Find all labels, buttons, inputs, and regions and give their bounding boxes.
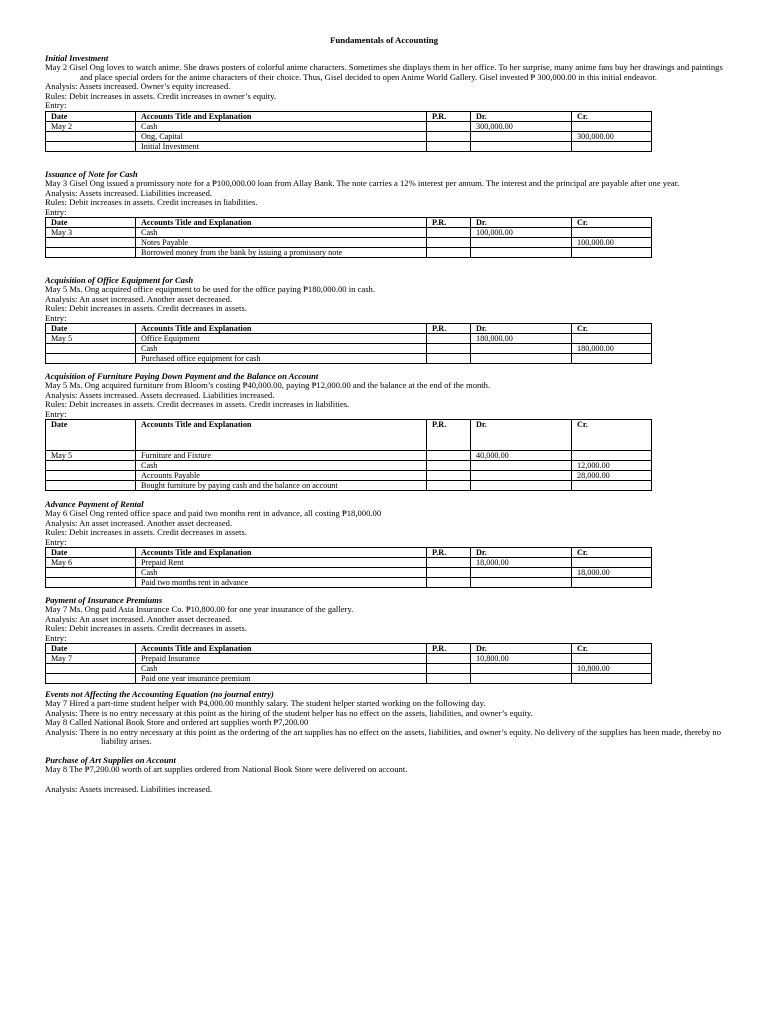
entry-label: Entry:	[45, 206, 67, 217]
table-row	[46, 121, 652, 131]
column-header: Accounts Title and Explanation	[136, 420, 427, 451]
cell-dr	[471, 238, 572, 248]
event-line: May 3 Gisel Ong issued a promissory note for a ₱100,000.00 loan from Allay Bank. The note carries a 12% interest per annum. The interest and the principal are payable after one year.	[45, 178, 680, 189]
column-header: P.R.	[427, 548, 471, 558]
cell-cr: 12,000.00	[572, 461, 652, 471]
table-row	[46, 354, 652, 364]
column-header: P.R.	[427, 324, 471, 334]
table-row	[46, 471, 652, 481]
column-header: P.R.	[427, 218, 471, 228]
cell-pr	[427, 481, 471, 491]
table-row	[46, 228, 652, 238]
analysis-line: Analysis: There is no entry necessary at this point as the ordering of the art supplies has no effect on the assets, liabilities, and owner’s equity. No delivery of the supplies has been made, thereby no liability arises.	[45, 726, 722, 747]
rules-line: Rules: Debit increases in assets. Credit decreases in assets.	[45, 527, 247, 538]
section-heading: Issuance of Note for Cash	[45, 169, 138, 179]
rules-line: Rules: Debit increases in assets. Credit increases in owner’s equity.	[45, 90, 277, 101]
events-not-affecting-section	[45, 690, 725, 747]
cell-dr: 10,800.00	[471, 654, 572, 664]
event-line: May 5 Ms. Ong acquired furniture from Bloom’s costing ₱40,000.00, paying ₱12,000.00 and the balance at the end of the month.	[45, 380, 491, 391]
table-header-row	[46, 218, 652, 228]
column-header: P.R.	[427, 644, 471, 654]
cell-date	[46, 674, 136, 684]
cell-pr	[427, 344, 471, 354]
column-header: Date	[46, 420, 136, 451]
event-line: May 7 Ms. Ong paid Asia Insurance Co. ₱10,800.00 for one year insurance of the gallery.	[45, 604, 354, 615]
column-header: Cr.	[572, 111, 652, 121]
cell-account: Cash	[136, 461, 427, 471]
cell-account: Initial Investment	[136, 141, 427, 151]
cell-pr	[427, 461, 471, 471]
cell-date	[46, 664, 136, 674]
cell-date	[46, 354, 136, 364]
cell-account: Office Equipment	[136, 334, 427, 344]
cell-cr	[572, 674, 652, 684]
cell-date: May 3	[46, 228, 136, 238]
column-header: Cr.	[572, 324, 652, 334]
table-row	[46, 558, 652, 568]
table-row	[46, 248, 652, 258]
cell-account: Prepaid Insurance	[136, 654, 427, 664]
cell-date: May 2	[46, 121, 136, 131]
column-header: Accounts Title and Explanation	[136, 324, 427, 334]
cell-dr	[471, 568, 572, 578]
cell-account: Cash	[136, 121, 427, 131]
cell-pr	[427, 334, 471, 344]
cell-pr	[427, 471, 471, 481]
entry-label: Entry:	[45, 100, 67, 111]
cell-cr	[572, 558, 652, 568]
cell-cr	[572, 451, 652, 461]
cell-account: Paid two months rent in advance	[136, 578, 427, 588]
cell-date	[46, 248, 136, 258]
cell-date: May 5	[46, 334, 136, 344]
cell-dr	[471, 481, 572, 491]
column-header: Date	[46, 324, 136, 334]
cell-dr: 40,000.00	[471, 451, 572, 461]
cell-date: May 5	[46, 451, 136, 461]
cell-pr	[427, 654, 471, 664]
table-header-row	[46, 548, 652, 558]
cell-pr	[427, 238, 471, 248]
cell-date	[46, 471, 136, 481]
column-header: Accounts Title and Explanation	[136, 644, 427, 654]
analysis-line: Analysis: Assets increased. Liabilities increased.	[45, 783, 213, 794]
column-header: Dr.	[471, 548, 572, 558]
column-header: P.R.	[427, 111, 471, 121]
cell-date: May 7	[46, 654, 136, 664]
journal-section	[45, 500, 725, 588]
cell-cr	[572, 354, 652, 364]
column-header: Cr.	[572, 420, 652, 451]
cell-cr	[572, 141, 652, 151]
cell-date	[46, 481, 136, 491]
cell-date	[46, 461, 136, 471]
rules-line: Rules: Debit increases in assets. Credit increases in liabilities.	[45, 197, 258, 208]
cell-dr	[471, 471, 572, 481]
entry-label: Entry:	[45, 408, 67, 419]
column-header: Accounts Title and Explanation	[136, 111, 427, 121]
cell-dr	[471, 344, 572, 354]
journal-entry-table	[45, 111, 652, 152]
column-header: Date	[46, 548, 136, 558]
cell-cr: 100,000.00	[572, 238, 652, 248]
column-header: Date	[46, 111, 136, 121]
cell-pr	[427, 354, 471, 364]
table-header-row	[46, 420, 652, 451]
cell-pr	[427, 121, 471, 131]
event-line: May 6 Gisel Ong rented office space and paid two months rent in advance, all costing ₱18,000.00	[45, 508, 382, 519]
cell-date	[46, 131, 136, 141]
cell-dr	[471, 248, 572, 258]
cell-pr	[427, 558, 471, 568]
document-title: Fundamentals of Accounting	[329, 35, 439, 45]
rules-line: Rules: Debit increases in assets. Credit decreases in assets.	[45, 303, 247, 314]
table-row	[46, 131, 652, 141]
column-header: P.R.	[427, 420, 471, 451]
cell-account: Cash	[136, 228, 427, 238]
cell-pr	[427, 578, 471, 588]
cell-account: Accounts Payable	[136, 471, 427, 481]
cell-cr: 180,000.00	[572, 344, 652, 354]
cell-account: Cash	[136, 568, 427, 578]
section-heading: Initial Investment	[45, 53, 109, 63]
journal-entry-table	[45, 323, 652, 364]
column-header: Accounts Title and Explanation	[136, 218, 427, 228]
analysis-line: Analysis: Assets increased. Assets decreased. Liabilities increased.	[45, 389, 275, 400]
cell-dr	[471, 664, 572, 674]
cell-pr	[427, 664, 471, 674]
column-header: Dr.	[471, 324, 572, 334]
cell-dr	[471, 141, 572, 151]
column-header: Dr.	[471, 644, 572, 654]
analysis-line: Analysis: An asset increased. Another asset decreased.	[45, 613, 233, 624]
column-header: Dr.	[471, 111, 572, 121]
section-heading: Events not Affecting the Accounting Equation (no journal entry)	[45, 689, 274, 699]
cell-date	[46, 568, 136, 578]
journal-section	[45, 596, 725, 684]
table-row	[46, 481, 652, 491]
cell-dr: 18,000.00	[471, 558, 572, 568]
cell-account: Purchased office equipment for cash	[136, 354, 427, 364]
analysis-line: Analysis: Assets increased. Owner’s equity increased.	[45, 81, 231, 92]
column-header: Date	[46, 218, 136, 228]
analysis-line: Analysis: An asset increased. Another asset decreased.	[45, 293, 233, 304]
cell-cr: 10,800.00	[572, 664, 652, 674]
cell-pr	[427, 228, 471, 238]
column-header: Cr.	[572, 644, 652, 654]
cell-cr	[572, 481, 652, 491]
cell-account: Cash	[136, 344, 427, 354]
table-row	[46, 674, 652, 684]
journal-entry-table	[45, 547, 652, 588]
section-heading: Purchase of Art Supplies on Account	[45, 755, 176, 765]
journal-section	[45, 372, 725, 491]
rules-line: Rules: Debit increases in assets. Credit decreases in assets. Credit increases in liabilities.	[45, 399, 350, 410]
cell-dr	[471, 461, 572, 471]
event-line: May 2 Gisel Ong loves to watch anime. She draws posters of colorful anime characters. Sometimes she displays them in her office. To her surprise, many anime fans buy her drawings and paintings and place special orders for the anime characters of their choice. Thus, Gisel decided to open Anime World Gallery. Gisel invested ₱ 300,000.00 in this initial endeavor.	[45, 62, 723, 82]
cell-dr	[471, 354, 572, 364]
column-header: Accounts Title and Explanation	[136, 548, 427, 558]
table-row	[46, 654, 652, 664]
table-row	[46, 664, 652, 674]
cell-pr	[427, 568, 471, 578]
table-header-row	[46, 644, 652, 654]
event-line: May 8 Called National Book Store and ordered art supplies worth ₱7,200.00	[45, 717, 309, 728]
cell-dr: 180,000.00	[471, 334, 572, 344]
journal-entry-table	[45, 217, 652, 258]
table-row	[46, 451, 652, 461]
table-row	[46, 461, 652, 471]
cell-dr: 300,000.00	[471, 121, 572, 131]
table-row	[46, 334, 652, 344]
cell-account: Notes Payable	[136, 238, 427, 248]
journal-section	[45, 276, 725, 364]
journal-section	[45, 54, 725, 152]
column-header: Cr.	[572, 548, 652, 558]
cell-cr	[572, 334, 652, 344]
journal-entry-table	[45, 419, 652, 491]
table-row	[46, 141, 652, 151]
table-row	[46, 578, 652, 588]
journal-entry-table	[45, 643, 652, 684]
entry-label: Entry:	[45, 632, 67, 643]
table-header-row	[46, 324, 652, 334]
column-header: Cr.	[572, 218, 652, 228]
entry-label: Entry:	[45, 536, 67, 547]
cell-dr	[471, 674, 572, 684]
event-line: May 8 The ₱7,200.00 worth of art supplies ordered from National Book Store were delivered on account.	[45, 764, 408, 775]
cell-pr	[427, 141, 471, 151]
cell-pr	[427, 451, 471, 461]
section-heading: Acquisition of Office Equipment for Cash	[45, 275, 194, 285]
cell-cr: 18,000.00	[572, 568, 652, 578]
analysis-line: Analysis: There is no entry necessary at this point as the hiring of the student helper has no effect on the assets, liabilities, and owner’s equity.	[45, 707, 533, 718]
cell-dr	[471, 578, 572, 588]
cell-date	[46, 141, 136, 151]
cell-account: Borrowed money from the bank by issuing a promissory note	[136, 248, 427, 258]
cell-date: May 6	[46, 558, 136, 568]
event-line: May 7 Hired a part-time student helper with ₱4,000.00 monthly salary. The student helper started working on the following day.	[45, 698, 486, 709]
section-heading: Payment of Insurance Premiums	[45, 595, 163, 605]
column-header: Dr.	[471, 420, 572, 451]
table-header-row	[46, 111, 652, 121]
cell-cr	[572, 248, 652, 258]
cell-dr	[471, 131, 572, 141]
table-row	[46, 568, 652, 578]
cell-date	[46, 344, 136, 354]
section-heading: Acquisition of Furniture Paying Down Payment and the Balance on Account	[45, 371, 319, 381]
cell-cr: 300,000.00	[572, 131, 652, 141]
cell-account: Paid one year insurance premium	[136, 674, 427, 684]
rules-line: Rules: Debit increases in assets. Credit decreases in assets.	[45, 623, 247, 634]
journal-section	[45, 170, 725, 258]
entry-label: Entry:	[45, 312, 67, 323]
cell-cr	[572, 578, 652, 588]
cell-pr	[427, 674, 471, 684]
cell-account: Prepaid Rent	[136, 558, 427, 568]
cell-account: Bought furniture by paying cash and the balance on account	[136, 481, 427, 491]
table-row	[46, 238, 652, 248]
event-line: May 5 Ms. Ong acquired office equipment to be used for the office paying ₱180,000.00 in cash.	[45, 284, 375, 295]
cell-cr: 28,000.00	[572, 471, 652, 481]
cell-date	[46, 578, 136, 588]
cell-account: Ong, Capital	[136, 131, 427, 141]
section-heading: Advance Payment of Rental	[45, 499, 144, 509]
column-header: Dr.	[471, 218, 572, 228]
table-row	[46, 344, 652, 354]
cell-cr	[572, 121, 652, 131]
cell-cr	[572, 228, 652, 238]
cell-pr	[427, 248, 471, 258]
column-header: Date	[46, 644, 136, 654]
cell-pr	[427, 131, 471, 141]
cell-cr	[572, 654, 652, 664]
cell-account: Cash	[136, 664, 427, 674]
analysis-line: Analysis: Assets increased. Liabilities increased.	[45, 187, 213, 198]
cell-dr: 100,000.00	[471, 228, 572, 238]
cell-date	[46, 238, 136, 248]
art-supplies-section	[45, 756, 725, 794]
analysis-line: Analysis: An asset increased. Another asset decreased.	[45, 517, 233, 528]
cell-account: Furniture and Fixture	[136, 451, 427, 461]
